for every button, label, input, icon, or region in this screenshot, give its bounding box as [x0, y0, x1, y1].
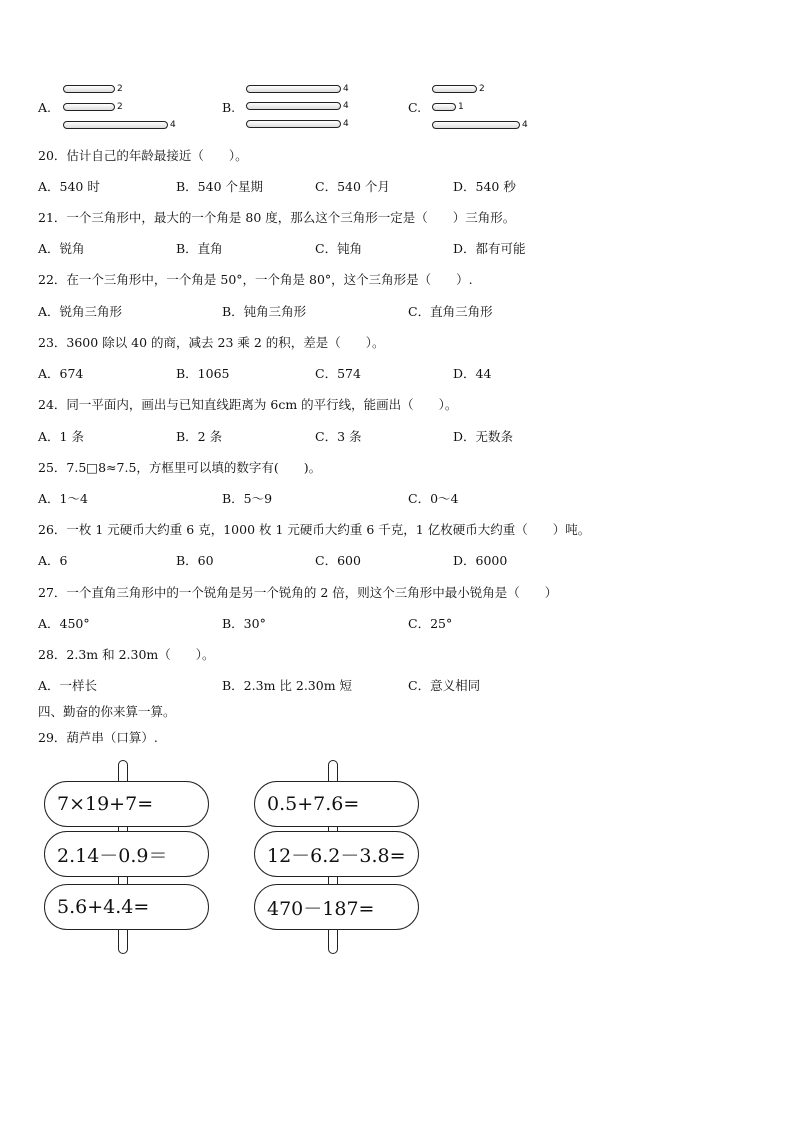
q19-a-rod-1: 2	[63, 84, 123, 94]
q28-option-c[interactable]: C．意义相同	[408, 678, 481, 693]
question-21-stem: 21．一个三角形中，最大的一个角是 80 度，那么这个三角形一定是（ ）三角形。	[38, 210, 516, 225]
q19-option-c-letter: C.	[408, 100, 422, 115]
stick-icon	[246, 85, 341, 93]
question-29-stem: 29．葫芦串（口算）.	[38, 730, 158, 745]
stick-icon	[63, 121, 168, 129]
q28-option-a[interactable]: A．一样长	[38, 678, 98, 693]
q22-option-c[interactable]: C．直角三角形	[408, 304, 493, 319]
gourd-bead[interactable]: 2.14－0.9＝	[44, 831, 209, 877]
q23-option-c[interactable]: C．574	[315, 366, 361, 381]
stick-icon	[432, 103, 456, 111]
q27-option-b[interactable]: B．30°	[222, 616, 266, 631]
gourd-bead[interactable]: 0.5+7.6=	[254, 781, 419, 827]
question-26-stem: 26．一枚 1 元硬币大约重 6 克，1000 枚 1 元硬币大约重 6 千克，1 亿枚硬币大约重（ ）吨。	[38, 522, 591, 537]
gourd-bead[interactable]: 5.6+4.4=	[44, 884, 209, 930]
q25-option-b[interactable]: B．5～9	[222, 491, 273, 506]
q26-option-a[interactable]: A．6	[38, 553, 68, 568]
q21-option-b[interactable]: B．直角	[176, 241, 223, 256]
q26-option-d[interactable]: D．6000	[453, 553, 508, 568]
gourd-bead[interactable]: 12－6.2－3.8=	[254, 831, 419, 877]
q21-option-a[interactable]: A．锐角	[38, 241, 85, 256]
stick-icon	[432, 121, 520, 129]
q22-option-b[interactable]: B．钝角三角形	[222, 304, 307, 319]
q25-option-c[interactable]: C．0～4	[408, 491, 459, 506]
q20-option-d[interactable]: D．540 秒	[453, 179, 516, 194]
question-20-stem: 20．估计自己的年龄最接近（ ）。	[38, 148, 248, 163]
q21-option-c[interactable]: C．钝角	[315, 241, 363, 256]
q19-option-b-letter: B.	[222, 100, 236, 115]
question-23-stem: 23．3600 除以 40 的商，减去 23 乘 2 的积，差是（ ）。	[38, 335, 385, 350]
question-27-stem: 27．一个直角三角形中的一个锐角是另一个锐角的 2 倍，则这个三角形中最小锐角是（ ）	[38, 585, 558, 600]
q19-option-a-letter: A.	[38, 100, 52, 115]
q19-c-rod-3: 4	[432, 120, 528, 130]
q19-a-rod-3: 4	[63, 120, 176, 130]
stick-icon	[432, 85, 477, 93]
stick-icon	[246, 120, 341, 128]
q20-option-b[interactable]: B．540 个星期	[176, 179, 264, 194]
q20-option-c[interactable]: C．540 个月	[315, 179, 390, 194]
question-24-stem: 24．同一平面内，画出与已知直线距离为 6cm 的平行线，能画出（ ）。	[38, 397, 458, 412]
q23-option-d[interactable]: D．44	[453, 366, 492, 381]
q26-option-c[interactable]: C．600	[315, 553, 361, 568]
q27-option-a[interactable]: A．450°	[38, 616, 90, 631]
q22-option-a[interactable]: A．锐角三角形	[38, 304, 123, 319]
question-22-stem: 22．在一个三角形中，一个角是 50°，一个角是 80°，这个三角形是（ ）.	[38, 272, 473, 287]
question-25-stem: 25．7.5□8≈7.5，方框里可以填的数字有( )。	[38, 460, 322, 475]
q20-option-a[interactable]: A．540 时	[38, 179, 100, 194]
q19-b-rod-2: 4	[246, 101, 349, 111]
gourd-bead[interactable]: 470－187=	[254, 884, 419, 930]
q21-option-d[interactable]: D．都有可能	[453, 241, 526, 256]
q19-b-rod-1: 4	[246, 84, 349, 94]
stick-icon	[63, 85, 115, 93]
q26-option-b[interactable]: B．60	[176, 553, 214, 568]
q19-a-rod-2: 2	[63, 102, 123, 112]
q19-c-rod-2: 1	[432, 102, 464, 112]
section-4-heading: 四、勤奋的你来算一算。	[38, 704, 176, 719]
q24-option-b[interactable]: B．2 条	[176, 429, 223, 444]
q19-c-rod-1: 2	[432, 84, 485, 94]
q24-option-a[interactable]: A．1 条	[38, 429, 84, 444]
gourd-bead[interactable]: 7×19+7=	[44, 781, 209, 827]
stick-icon	[246, 102, 341, 110]
question-28-stem: 28．2.3m 和 2.30m（ ）。	[38, 647, 215, 662]
q23-option-a[interactable]: A．674	[38, 366, 84, 381]
q24-option-d[interactable]: D．无数条	[453, 429, 514, 444]
q27-option-c[interactable]: C．25°	[408, 616, 453, 631]
q19-b-rod-3: 4	[246, 119, 349, 129]
q28-option-b[interactable]: B．2.3m 比 2.30m 短	[222, 678, 353, 693]
q25-option-a[interactable]: A．1～4	[38, 491, 88, 506]
q23-option-b[interactable]: B．1065	[176, 366, 230, 381]
q24-option-c[interactable]: C．3 条	[315, 429, 362, 444]
stick-icon	[63, 103, 115, 111]
